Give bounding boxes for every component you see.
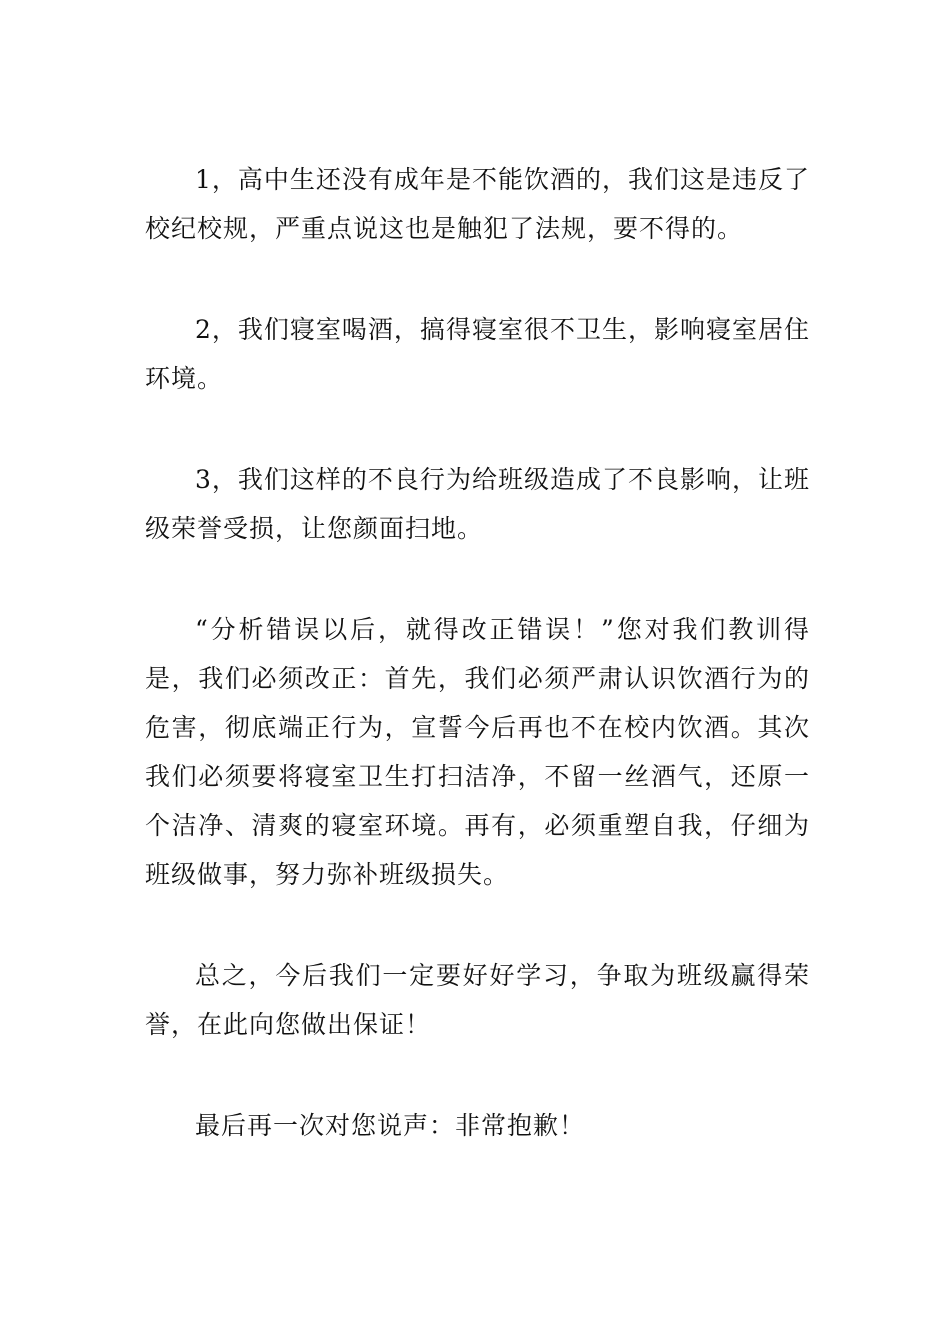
paragraph-4: “分析错误以后，就得改正错误！”您对我们教训得是，我们必须改正：首先，我们必须严肃认识饮酒行为的危害，彻底端正行为，宣誓今后再也不在校内饮酒。其次我们必须要将寝室卫生打扫洁净，不留一丝酒气，还原一个洁净、清爽的寝室环境。再有，必须重塑自我，仔细为班级做事，努力弥补班级损失。 bbox=[145, 615, 810, 889]
document-body bbox=[145, 155, 810, 1150]
paragraph-1: 1，高中生还没有成年是不能饮酒的，我们这是违反了校纪校规，严重点说这也是触犯了法规，要不得的。 bbox=[145, 165, 810, 243]
paragraph-5: 总之，今后我们一定要好好学习，争取为班级赢得荣誉，在此向您做出保证！ bbox=[145, 961, 810, 1039]
paragraph-3: 3，我们这样的不良行为给班级造成了不良影响，让班级荣誉受损，让您颜面扫地。 bbox=[145, 465, 810, 543]
paragraph-6: 最后再一次对您说声：非常抱歉！ bbox=[195, 1111, 586, 1140]
paragraph-2: 2，我们寝室喝酒，搞得寝室很不卫生，影响寝室居住环境。 bbox=[145, 315, 810, 393]
